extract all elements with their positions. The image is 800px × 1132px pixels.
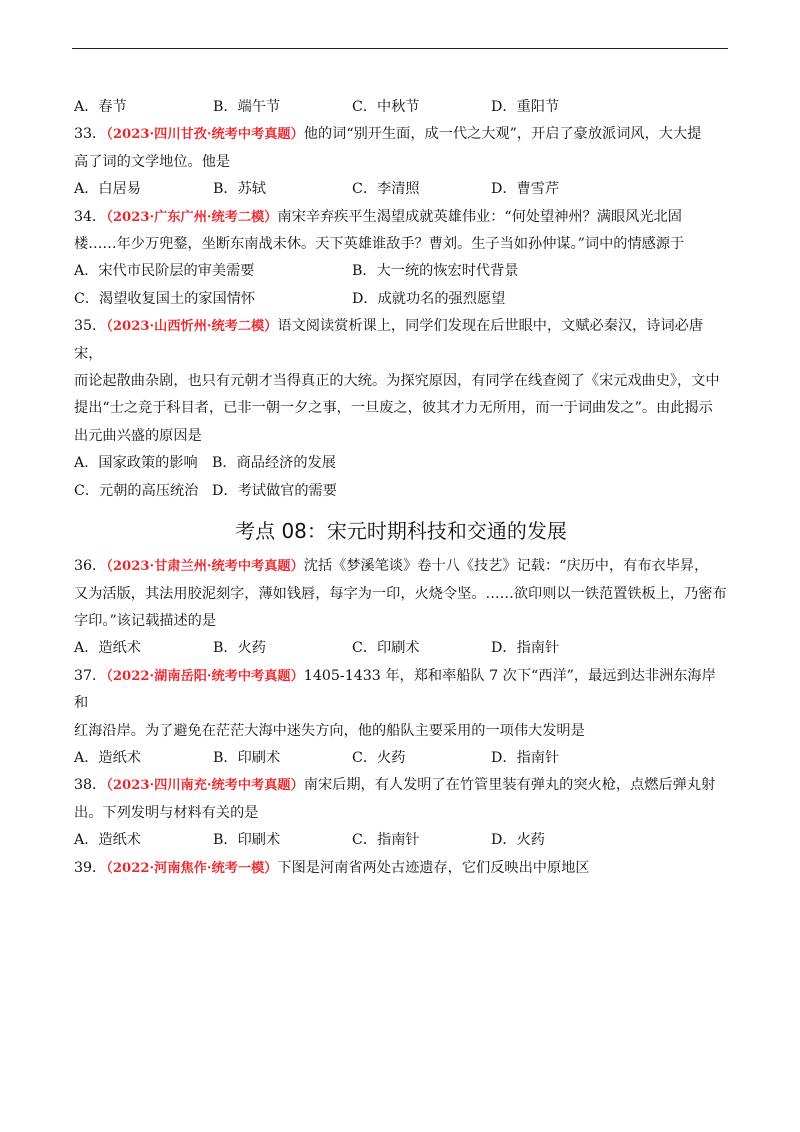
- q35-number: 35．: [74, 318, 107, 335]
- q39-stem-line-1: 下图是河南省两处古迹遗存，它们反映出中原地区: [277, 859, 590, 876]
- q33-options: [74, 176, 728, 203]
- q34-stem-line-1: 南宋辛弃疾平生渴望成就英雄伟业：“何处望神州？满眼风光北固: [277, 208, 682, 225]
- q35-stem-line-3: 提出“士之竞于科目者，已非一朝一夕之事，一旦废之，彼其才力无所用，而一于词曲发之”。由此揭示: [74, 400, 713, 417]
- q35-stem: [74, 313, 728, 368]
- q32-option-d[interactable]: D．重阳节: [491, 99, 560, 115]
- q36-option-c[interactable]: C．印刷术: [352, 640, 420, 657]
- q36-stem-line-3: 字印。”该记载描述的是: [74, 612, 217, 629]
- q34-option-c[interactable]: C．渴望收复国土的家国情怀: [74, 290, 256, 307]
- q38-number: 38．: [74, 777, 107, 794]
- q34-option-a[interactable]: A．宋代市民阶层的审美需要: [74, 263, 255, 280]
- q36-source: （2023·甘肃兰州·统考中考真题）: [106, 559, 304, 575]
- q36-number: 36．: [74, 558, 107, 575]
- q39-stem: [74, 855, 728, 882]
- q35-option-c[interactable]: C．元朝的高压统治: [74, 482, 199, 499]
- q38-source: （2023·四川南充·统考中考真题）: [106, 778, 304, 794]
- q35-source: （2023·山西忻州·统考二模）: [106, 319, 278, 335]
- q36-option-a[interactable]: A．造纸术: [74, 640, 141, 657]
- q35-options-row-1: [74, 450, 728, 477]
- q33-stem-line-1: 他的词“别开生面，成一代之大观”，开启了豪放派词风，大大提: [303, 126, 702, 143]
- q35-option-b[interactable]: B．商品经济的发展: [212, 455, 336, 472]
- section-heading: 考点 08：宋元时期科技和交通的发展: [235, 519, 567, 544]
- q35-option-a[interactable]: A．国家政策的影响: [74, 455, 198, 472]
- q37-option-a[interactable]: A．造纸术: [74, 749, 141, 766]
- q34-source: （2023·广东广州·统考二模）: [106, 209, 278, 225]
- q37-options: [74, 745, 728, 772]
- q35-stem-line-2: 而论起散曲杂剧，也只有元朝才当得真正的大统。为探究原因，有同学在线查阅了《宋元戏曲史》，文中: [74, 373, 720, 390]
- q37-number: 37．: [74, 667, 107, 684]
- q33-option-a[interactable]: A．白居易: [74, 181, 141, 198]
- q38-stem-line-1: 南宋后期，有人发明了在竹管里装有弹丸的突火枪，点燃后弹丸射: [303, 777, 716, 794]
- q32-option-a[interactable]: A．春节: [74, 99, 127, 115]
- q33-source: （2023·四川甘孜·统考中考真题）: [106, 127, 304, 143]
- q33-stem-line-2: 高了词的文学地位。他是: [74, 153, 231, 170]
- q38-option-b[interactable]: B．印刷术: [213, 832, 281, 849]
- q37-option-b[interactable]: B．印刷术: [213, 749, 281, 766]
- q36-stem-line-2: 又为活版，其法用胶泥刻字，薄如钱唇，每字为一印，火烧令坚。……欲印则以一铁范置铁板上，乃密布: [74, 585, 727, 602]
- q37-stem: [74, 663, 728, 718]
- q39-number: 39．: [74, 859, 107, 876]
- q35-options-row-2: [74, 478, 728, 505]
- q38-option-d[interactable]: D．火药: [491, 832, 545, 849]
- q37-option-c[interactable]: C．火药: [352, 749, 406, 766]
- q32-option-b[interactable]: B．端午节: [213, 99, 281, 115]
- q38-stem-line-2: 出。下列发明与材料有关的是: [74, 804, 259, 821]
- q36-option-d[interactable]: D．指南针: [491, 640, 560, 657]
- q38-option-c[interactable]: C．指南针: [352, 832, 420, 849]
- q33-stem: [74, 121, 728, 148]
- q33-number: 33．: [74, 126, 107, 143]
- header-rule: [72, 48, 728, 49]
- q32-options: [74, 94, 728, 121]
- q35-option-d[interactable]: D．考试做官的需要: [212, 482, 337, 499]
- q34-number: 34．: [74, 208, 107, 225]
- q36-options: [74, 635, 728, 662]
- q39-source: （2022·河南焦作·统考一模）: [106, 860, 278, 876]
- q34-stem-line-2: 楼……年少万兜鍪，坐断东南战未休。天下英雄谁敌手？曹刘。生子当如孙仲谋。”词中的情感源于: [74, 236, 685, 253]
- question-content: [74, 94, 728, 882]
- q38-options: [74, 827, 728, 854]
- q38-option-a[interactable]: A．造纸术: [74, 832, 141, 849]
- q36-option-b[interactable]: B．火药: [213, 640, 266, 657]
- q34-stem: [74, 204, 728, 231]
- q33-option-b[interactable]: B．苏轼: [213, 181, 266, 198]
- q38-stem: [74, 772, 728, 799]
- q37-stem-line-2: 红海沿岸。为了避免在茫茫大海中迷失方向，他的船队主要采用的一项伟大发明是: [74, 722, 585, 739]
- q36-stem: [74, 553, 728, 580]
- q33-option-d[interactable]: D．曹雪芹: [491, 181, 560, 198]
- q37-source: （2022·湖南岳阳·统考中考真题）: [106, 668, 304, 684]
- q32-option-c[interactable]: C．中秋节: [352, 99, 420, 115]
- q34-option-b[interactable]: B．大一统的恢宏时代背景: [352, 263, 519, 280]
- q34-option-d[interactable]: D．成就功名的强烈愿望: [352, 290, 506, 307]
- q33-option-c[interactable]: C．李清照: [352, 181, 420, 198]
- q35-stem-line-4: 出元曲兴盛的原因是: [74, 427, 202, 444]
- q35-stem-line-1: 语文阅读赏析课上，同学们发现在后世眼中，文赋必秦汉，诗词必唐宋，: [74, 318, 704, 362]
- q37-option-d[interactable]: D．指南针: [491, 749, 560, 766]
- q37-stem-line-1: 1405-1433 年，郑和率船队 7 次下“西洋”，最远到达非洲东海岸和: [74, 667, 716, 712]
- q34-options-row-2: [74, 286, 728, 313]
- q34-options-row-1: [74, 258, 728, 285]
- q36-stem-line-1: 沈括《梦溪笔谈》卷十八《技艺》记载：“庆历中，有布衣毕昇，: [303, 558, 709, 575]
